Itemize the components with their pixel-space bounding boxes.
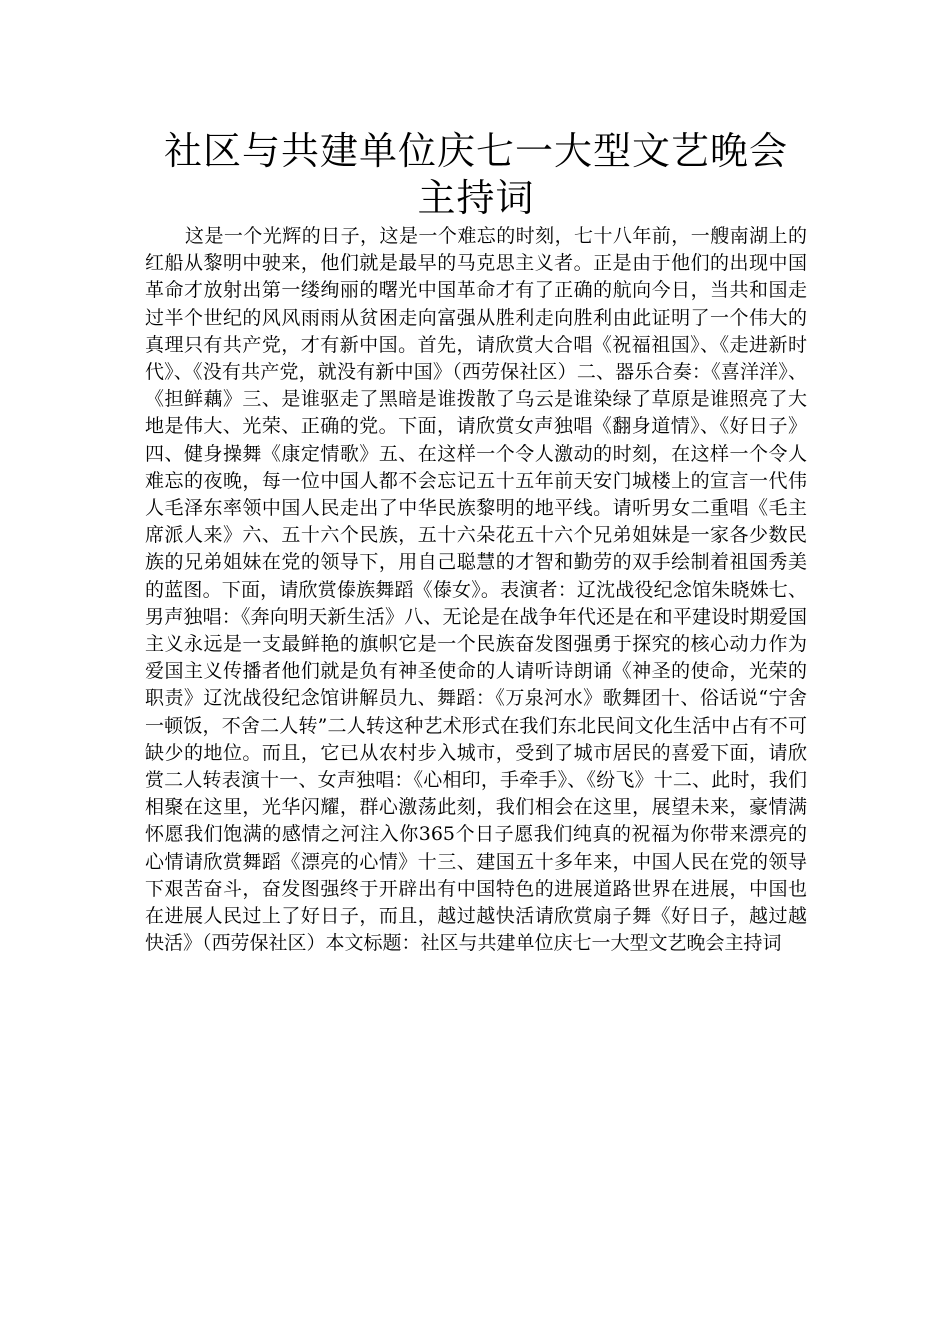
document-body-paragraph: 这是一个光辉的日子，这是一个难忘的时刻，七十八年前，一艘南湖上的红船从黎明中驶来，他们就是最早的马克思主义者。正是由于他们的出现中国革命才放射出第一缕绚丽的曙光中国革命才有了正确的航向今日，当共和国走过半个世纪的风风雨雨从贫困走向富强从胜利走向胜利由此证明了一个伟大的真理只有共产党，才有新中国。首先，请欣赏大合唱《祝福祖国》、《走进新时代》、《没有共产党，就没有新中国》（西劳保社区）二、器乐合奏：《喜洋洋》、《担鲜藕》三、是谁驱走了黑暗是谁拨散了乌云是谁染绿了草原是谁照亮了大地是伟大、光荣、正确的党。下面，请欣赏女声独唱《翻身道情》、《好日子》四、健身操舞《康定情歌》五、在这样一个令人激动的时刻，在这样一个令人难忘的夜晚，每一位中国人都不会忘记五十五年前天安门城楼上的宣言一代伟人毛泽东率领中国人民走出了中华民族黎明的地平线。请听男女二重唱《毛主席派人来》六、五十六个民族，五十六朵花五十六个兄弟姐妹是一家各少数民族的兄弟姐妹在党的领导下，用自己聪慧的才智和勤劳的双手绘制着祖国秀美的蓝图。下面，请欣赏傣族舞蹈《傣女》。表演者：辽沈战役纪念馆朱晓姝七、男声独唱：《奔向明天新生活》八、无论是在战争年代还是在和平建设时期爱国主义永远是一支最鲜艳的旗帜它是一个民族奋发图强勇于探究的核心动力作为爱国主义传播者他们就是负有神圣使命的人请听诗朗诵《神圣的使命，光荣的职责》辽沈战役纪念馆讲解员九、舞蹈：《万泉河水》歌舞团十、俗话说“宁舍一顿饭，不舍二人转”二人转这种艺术形式在我们东北民间文化生活中占有不可缺少的地位。而且，它已从农村步入城市，受到了城市居民的喜爱下面，请欣赏二人转表演十一、女声独唱：《心相印，手牵手》、《纷飞》十二、此时，我们相聚在这里，光华闪耀，群心激荡此刻，我们相会在这里，展望未来，豪情满怀愿我们饱满的感情之河注入你365个日子愿我们纯真的祝福为你带来漂亮的心情请欣赏舞蹈《漂亮的心情》十三、建国五十多年来，中国人民在党的领导下艰苦奋斗，奋发图强终于开辟出有中国特色的进展道路世界在进展，中国也在进展人民过上了好日子，而且，越过越快活请欣赏扇子舞《好日子，越过越快活》（西劳保社区）本文标题：社区与共建单位庆七一大型文艺晚会主持词	[145, 225, 807, 955]
document-title: 社区与共建单位庆七一大型文艺晚会主持词	[163, 129, 788, 220]
